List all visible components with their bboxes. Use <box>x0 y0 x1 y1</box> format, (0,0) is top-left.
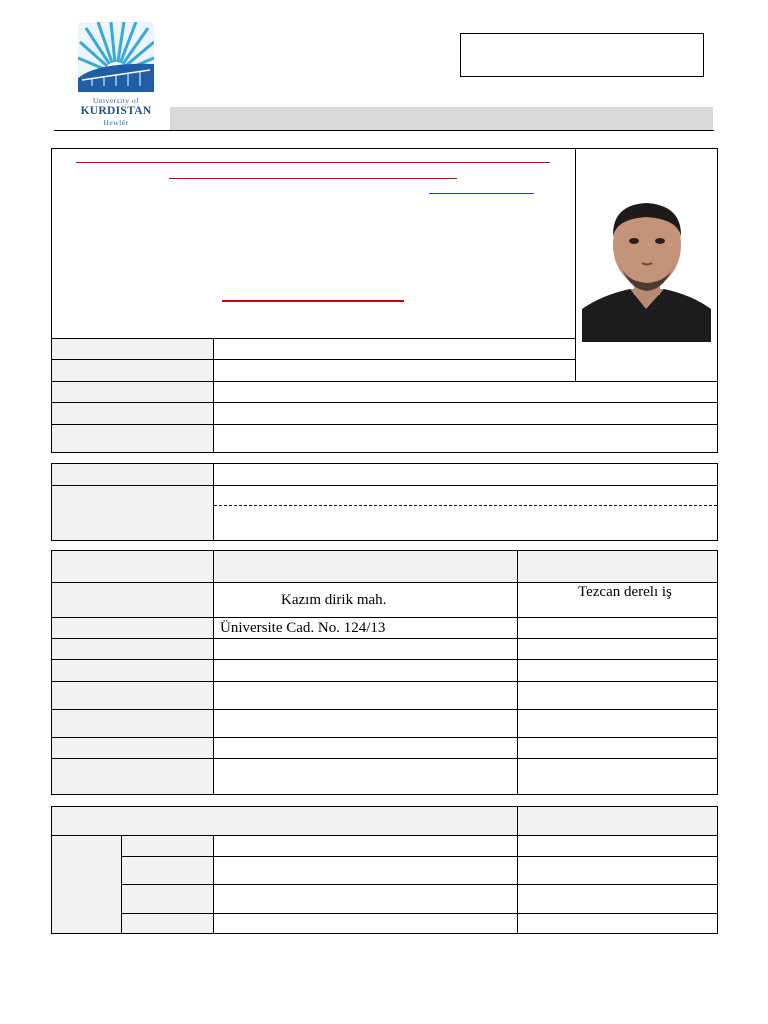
label-divider <box>213 464 214 540</box>
row-line <box>52 737 717 738</box>
group-label-cell <box>52 836 121 933</box>
address-section <box>51 550 718 795</box>
red-rule-1 <box>76 162 550 163</box>
dashed-line <box>214 505 717 506</box>
col-divider <box>121 835 122 933</box>
logo-kurdistan: KURDISTAN <box>80 105 152 117</box>
label-divider <box>213 338 214 452</box>
label-column <box>52 583 213 794</box>
row-line <box>121 884 717 885</box>
row-line <box>52 835 717 836</box>
header-row <box>52 551 717 582</box>
row-line <box>52 617 717 618</box>
label-cell <box>52 382 213 402</box>
row-line <box>52 709 717 710</box>
row-line <box>121 913 717 914</box>
contact-section <box>51 463 718 541</box>
header-row <box>52 807 717 835</box>
address-line-2: Üniversite Cad. No. 124/13 <box>220 620 386 636</box>
reference-box <box>460 33 704 77</box>
label-cell <box>52 339 213 359</box>
blue-link-rule <box>429 193 534 194</box>
row-line <box>121 856 717 857</box>
photo-divider <box>575 149 576 382</box>
label-cell <box>52 486 213 540</box>
red-rule-3 <box>222 300 404 302</box>
col-divider <box>517 807 518 933</box>
logo-hewler: Hewlêr <box>103 118 129 127</box>
label-cell <box>52 403 213 424</box>
label-cell <box>52 425 213 452</box>
red-rule-2 <box>169 178 457 179</box>
logo-university-of: University of <box>92 96 140 105</box>
address-line-1: Kazım dirik mah. <box>281 592 387 608</box>
row-line <box>52 659 717 660</box>
header-rule <box>54 130 714 131</box>
col-divider <box>213 835 214 933</box>
personal-info-section <box>51 148 718 453</box>
profile-photo <box>582 197 711 342</box>
label-cell <box>52 360 213 381</box>
header-bar <box>170 107 713 130</box>
row-line <box>52 582 717 583</box>
row-line <box>52 681 717 682</box>
university-logo <box>74 22 158 126</box>
row-line <box>52 638 717 639</box>
person-photo-icon <box>582 197 711 342</box>
row-line <box>52 758 717 759</box>
sunburst-bridge-icon <box>78 22 154 92</box>
work-address-line-1: Tezcan derelı iş <box>578 584 672 600</box>
details-section <box>51 806 718 934</box>
label-cell <box>52 464 213 485</box>
